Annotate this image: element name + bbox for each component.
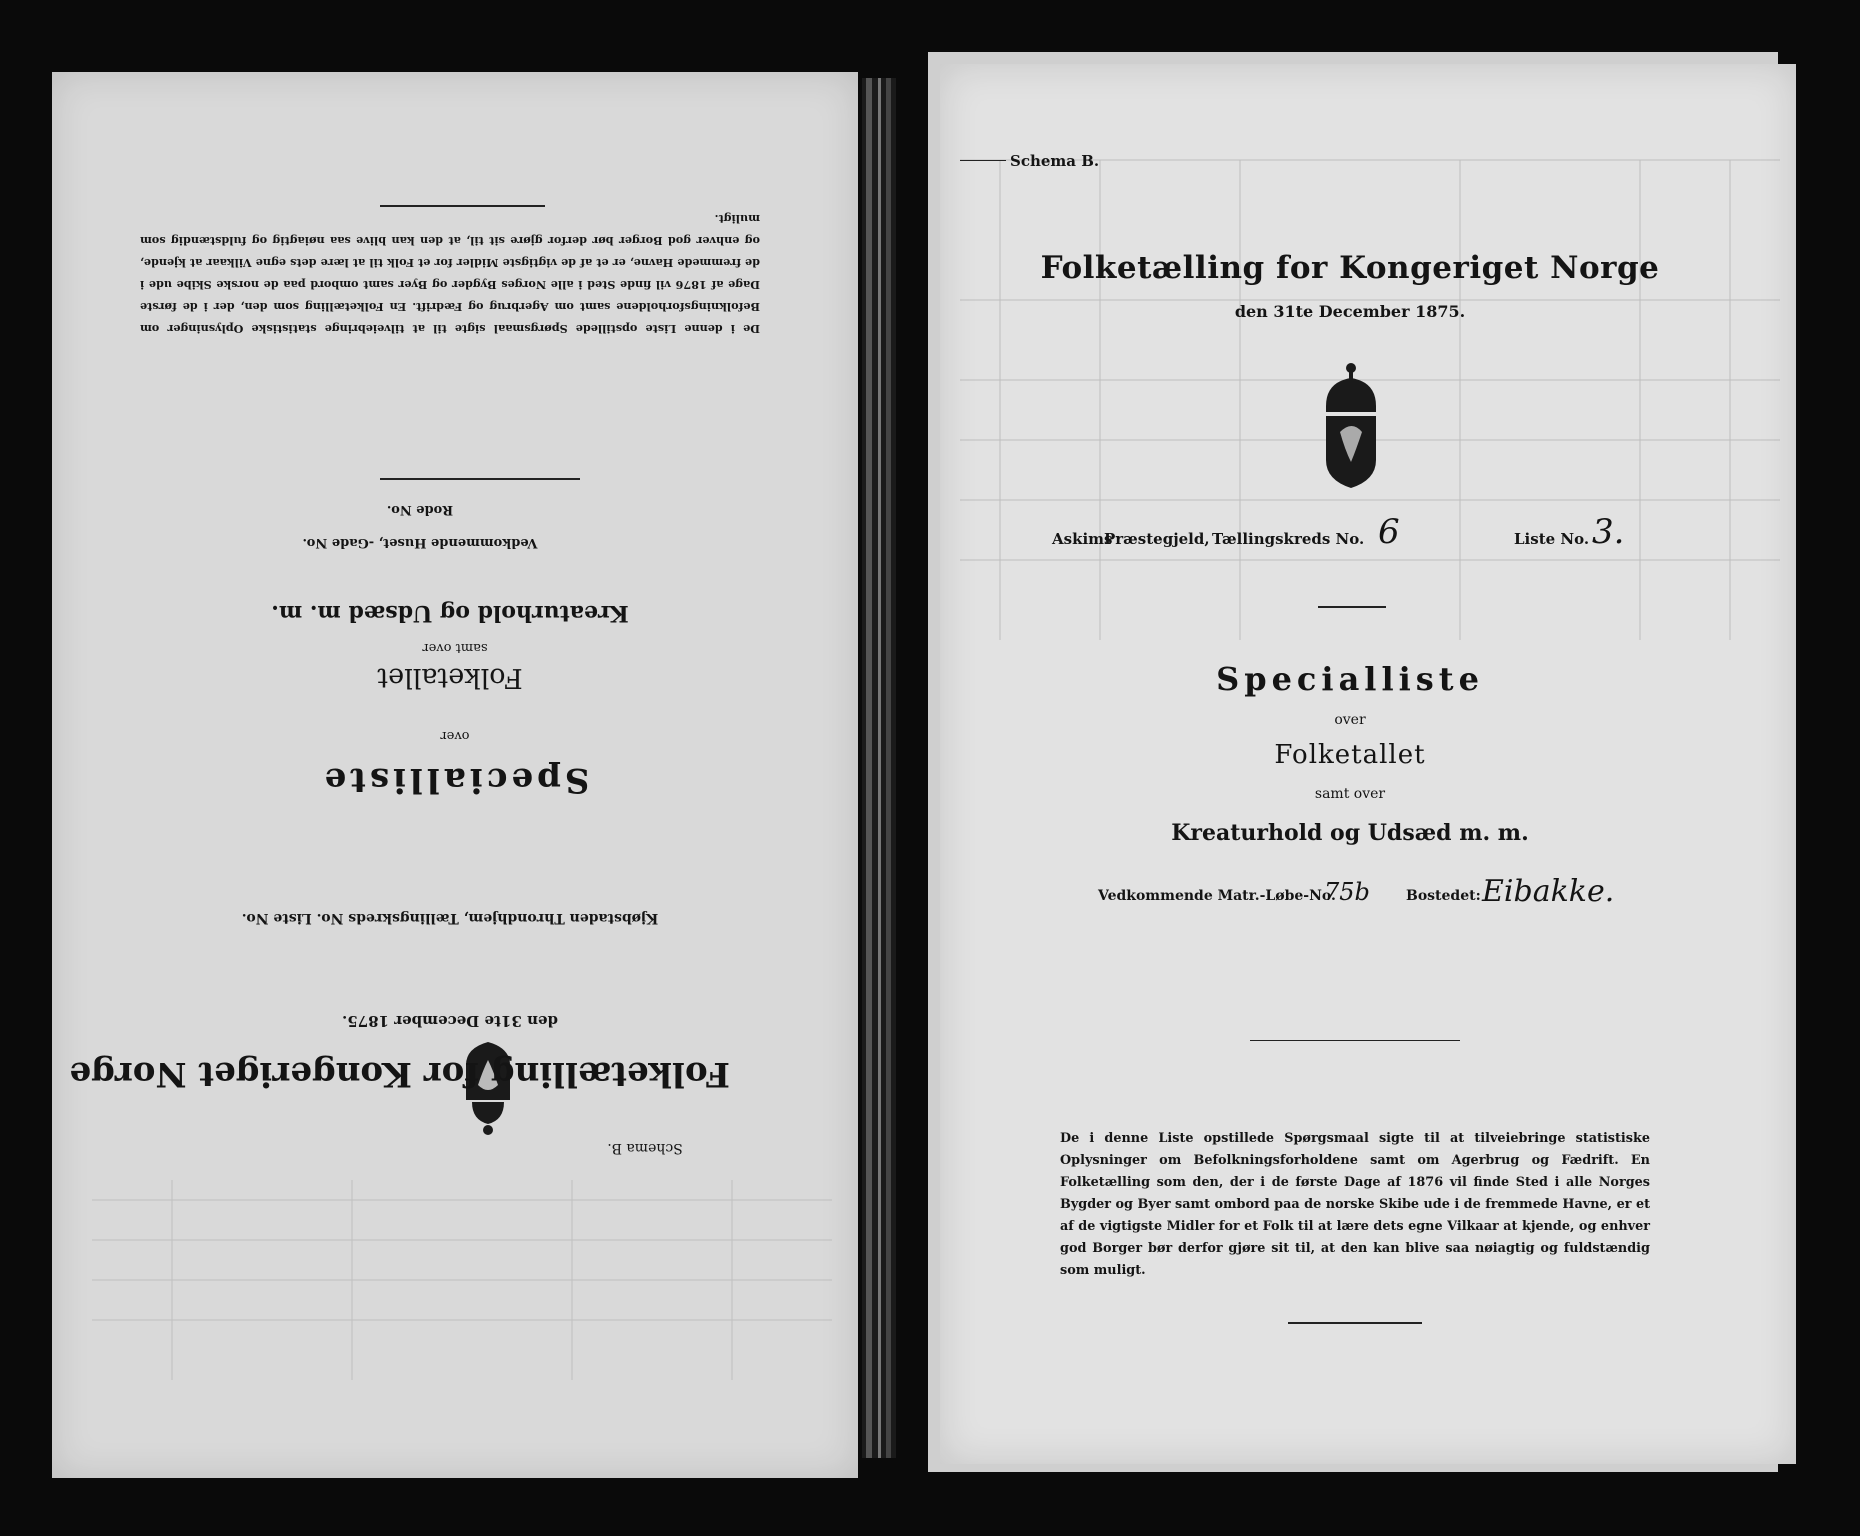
book-gutter xyxy=(862,78,896,1458)
bostedet-value: Eibakke. xyxy=(1482,874,1615,909)
right-samt-over: samt over xyxy=(1314,786,1386,802)
left-page-bleedthrough xyxy=(52,1180,858,1400)
liste-value: 3. xyxy=(1592,512,1625,552)
right-coat-of-arms-icon xyxy=(1318,360,1384,490)
left-samt-over: samt over xyxy=(422,640,488,655)
kreds-value: 6 xyxy=(1378,512,1400,552)
left-folketallet-heading: Folketallet xyxy=(377,662,523,693)
bostedet-label: Bostedet: xyxy=(1406,888,1481,904)
left-title: Folketælling for Kongeriget Norge xyxy=(69,1054,730,1094)
right-over-label: over xyxy=(1334,712,1366,728)
left-location-line: Kjøbstaden Throndhjem, Tællingskreds No. Liste No. xyxy=(241,910,659,926)
left-over-label: over xyxy=(440,728,470,743)
kreds-label: Tællingskreds No. xyxy=(1212,530,1365,548)
left-instructions: De i denne Liste opstillede Spørgsmaal sigte til at tilveiebringe statistiske Oplysninger om Befolkningsforholdene samt om Agerbrug og Fædrift. En Folketælling som den, der i de første Dage af 1876 vil finde Sted i alle Norges Bygder og Byer samt ombord paa de norske Skibe ude i de fremmede Havne, er et af de vigtigste Midler for et Folk til at lære dets egne Vilkaar at kjende, og enhver god Borger bør derfor gjøre sit til, at den kan blive saa nøiagtig og fuldstændig som muligt. xyxy=(140,212,760,336)
right-schema-rule xyxy=(960,160,1006,161)
right-rule-middle xyxy=(1250,1040,1460,1041)
right-rule-upper xyxy=(1318,606,1386,608)
liste-label: Liste No. xyxy=(1514,530,1590,548)
right-title: Folketælling for Kongeriget Norge xyxy=(1040,250,1660,286)
left-rule-top xyxy=(380,205,545,207)
right-schema-label: Schema B. xyxy=(1010,152,1100,170)
matr-value: 75b xyxy=(1324,878,1370,906)
right-folketallet-heading: Folketallet xyxy=(1274,740,1426,770)
prestegjeld-name: Askims xyxy=(1052,530,1113,548)
left-kreaturhold-heading: Kreaturhold og Udsæd m. m. xyxy=(271,600,629,626)
prestegjeld-label: Præstegjeld, xyxy=(1104,530,1210,548)
right-date: den 31te December 1875. xyxy=(1234,302,1466,321)
left-rule-middle xyxy=(380,478,580,480)
matr-label: Vedkommende Matr.-Løbe-No. xyxy=(1098,888,1336,904)
left-rode-label: Rode No. xyxy=(386,502,454,517)
right-rule-bottom xyxy=(1288,1322,1422,1324)
right-instructions: De i denne Liste opstillede Spørgsmaal sigte til at tilveiebringe statistiske Oplysninger om Befolkningsforholdene samt om Agerbrug og Fædrift. En Folketælling som den, der i de første Dage af 1876 vil finde Sted i alle Norges Bygder og Byer samt ombord paa de norske Skibe ude i de fremmede Havne, er et af de vigtigste Midler for et Folk til at lære dets egne Vilkaar at kjende, og enhver god Borger bør derfor gjøre sit til, at den kan blive saa nøiagtig og fuldstændig som muligt. xyxy=(1060,1131,1650,1278)
left-date: den 31te December 1875. xyxy=(342,1012,558,1030)
right-specialliste-heading: Specialliste xyxy=(1216,660,1484,698)
left-schema-label: Schema B. xyxy=(607,1140,683,1156)
right-kreaturhold-heading: Kreaturhold og Udsæd m. m. xyxy=(1171,820,1529,846)
left-specialliste-heading: Specialliste xyxy=(320,760,590,800)
left-vedkommende-label: Vedkommende Huset, -Gade No. xyxy=(302,535,538,550)
